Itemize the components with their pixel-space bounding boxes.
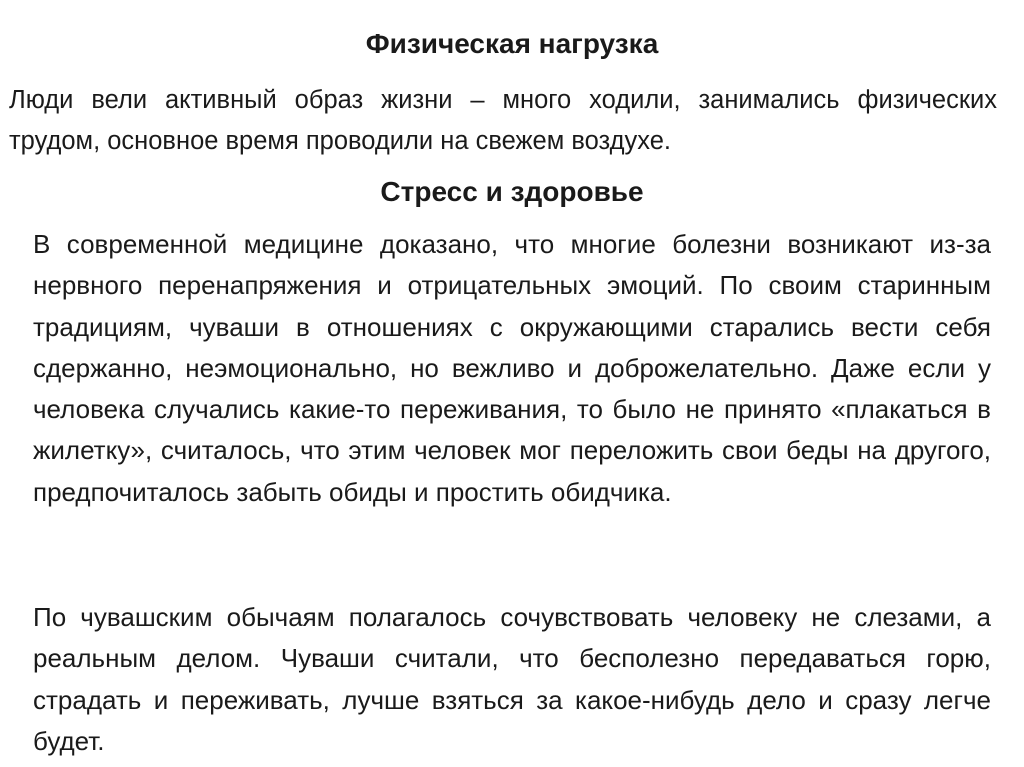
physical-activity-text: Люди вели активный образ жизни – много ходили, занимались физических трудом, основное время проводили на свежем воздухе. [9,86,997,155]
stress-paragraph-2: По чувашским обычаям полагалось сочувствовать человеку не слезами, а реальным делом. Чуваши считали, что бесполезно передаваться горю, страдать и переживать, лучше взяться за какое-нибудь дело и сразу легче будет. [33,602,991,756]
stress-paragraph-1: В современной медицине доказано, что многие болезни возникают из-за нервного перенапряжения и отрицательных эмоций. По своим старинным традициям, чуваши в отношениях с окружающими старались вести себя сдержанно, неэмоционально, но вежливо и доброжелательно. Даже если у человека случались какие-то переживания, то было не принято «плакаться в жилетку», считалось, что этим человек мог переложить свои беды на другого, предпочиталось забыть обиды и простить обидчика. [33,229,991,507]
section-title-physical-activity: Физическая нагрузка [365,28,659,59]
section-title-stress-health: Стресс и здоровье [380,176,644,207]
